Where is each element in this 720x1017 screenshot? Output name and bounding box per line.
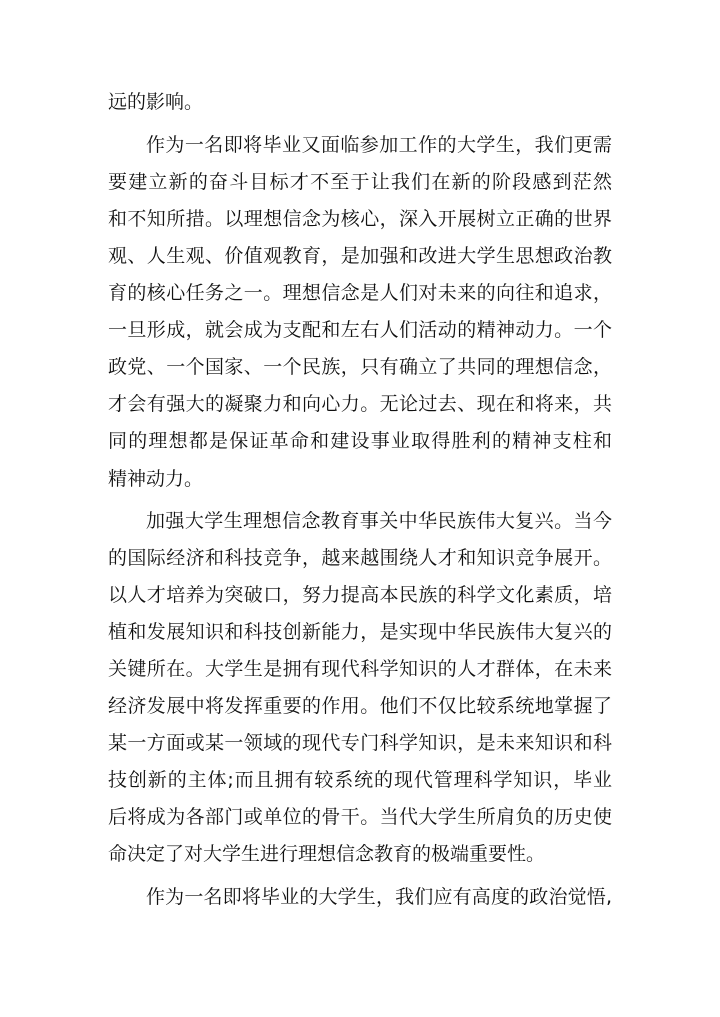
text-line: 政党、一个国家、一个民族，只有确立了共同的理想信念， bbox=[108, 356, 612, 378]
text-line: 加强大学生理想信念教育事关中华民族伟大复兴。当今 bbox=[146, 510, 612, 532]
text-line: 后将成为各部门或单位的骨干。当代大学生所肩负的历史使 bbox=[108, 806, 612, 828]
text-line: 育的核心任务之一。理想信念是人们对未来的向往和追求， bbox=[108, 282, 612, 304]
text-line: 和不知所措。以理想信念为核心，深入开展树立正确的世界 bbox=[108, 208, 612, 230]
text-line: 要建立新的奋斗目标才不至于让我们在新的阶段感到茫然 bbox=[108, 171, 612, 193]
text-line: 植和发展知识和科技创新能力，是实现中华民族伟大复兴的 bbox=[108, 621, 612, 643]
text-line: 一旦形成，就会成为支配和左右人们活动的精神动力。一个 bbox=[108, 319, 612, 341]
text-line: 作为一名即将毕业又面临参加工作的大学生，我们更需 bbox=[146, 134, 612, 156]
text-line: 某一方面或某一领域的现代专门科学知识，是未来知识和科 bbox=[108, 732, 612, 754]
text-line: 命决定了对大学生进行理想信念教育的极端重要性。 bbox=[108, 843, 546, 865]
text-line: 同的理想都是保证革命和建设事业取得胜利的精神支柱和 bbox=[108, 430, 612, 452]
text-line: 技创新的主体;而且拥有较系统的现代管理科学知识，毕业 bbox=[108, 769, 612, 791]
text-line: 作为一名即将毕业的大学生，我们应有高度的政治觉悟, bbox=[146, 886, 612, 908]
text-line: 观、人生观、价值观教育，是加强和改进大学生思想政治教 bbox=[108, 245, 612, 267]
text-line: 经济发展中将发挥重要的作用。他们不仅比较系统地掌握了 bbox=[108, 695, 612, 717]
text-line: 远的影响。 bbox=[108, 91, 204, 113]
text-line: 才会有强大的凝聚力和向心力。无论过去、现在和将来，共 bbox=[108, 393, 612, 415]
text-line: 关键所在。大学生是拥有现代科学知识的人才群体，在未来 bbox=[108, 658, 612, 680]
text-line: 的国际经济和科技竞争，越来越围绕人才和知识竞争展开。 bbox=[108, 547, 612, 569]
text-line: 以人才培养为突破口，努力提高本民族的科学文化素质，培 bbox=[108, 584, 612, 606]
text-line: 精神动力。 bbox=[108, 468, 204, 490]
